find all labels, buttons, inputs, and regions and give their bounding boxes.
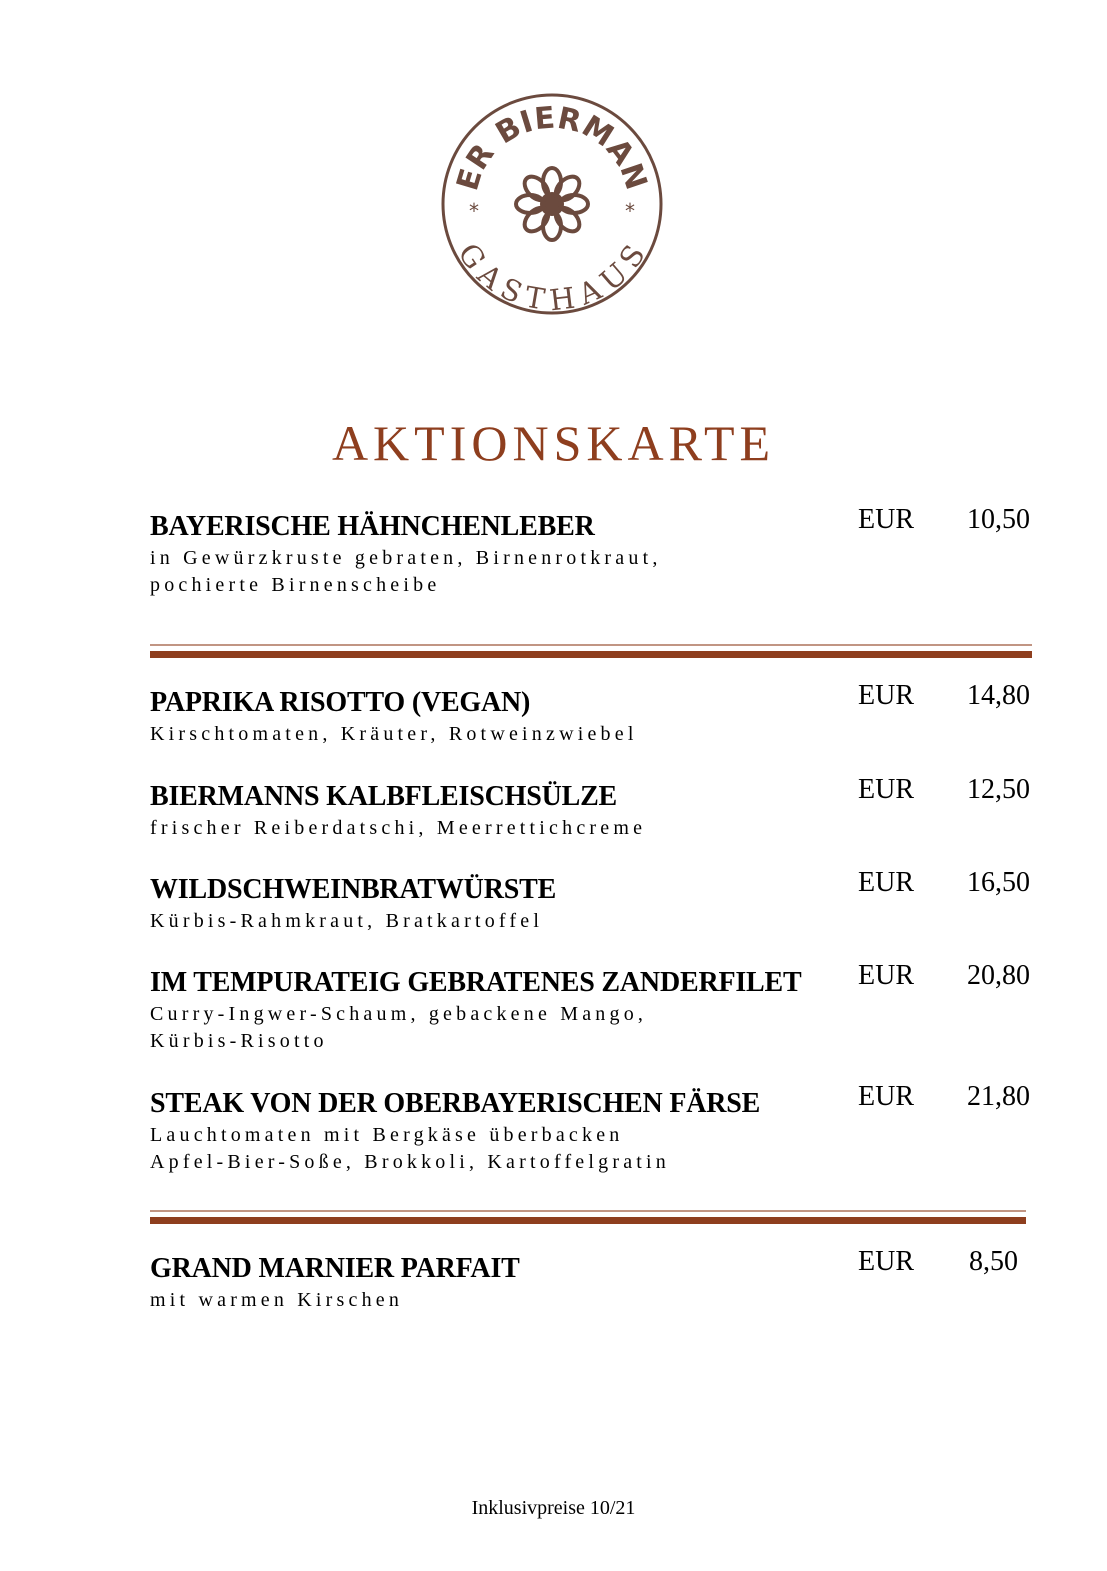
- item-name: IM TEMPURATEIG GEBRATENES ZANDERFILET: [150, 967, 802, 998]
- item-desc-line: pochierte Birnenscheibe: [150, 574, 441, 596]
- item-currency: EUR: [858, 504, 914, 535]
- logo-top-text: ER BIERMAN: [450, 100, 654, 195]
- logo-seal: [440, 92, 664, 316]
- item-desc-line: in Gewürzkruste gebraten, Birnenrotkraut,: [150, 547, 662, 569]
- logo-ornament-left: *: [469, 199, 479, 223]
- divider-thick-line: [150, 1217, 1026, 1224]
- item-price: 12,50: [967, 774, 1030, 805]
- item-desc-line: Kirschtomaten, Kräuter, Rotweinzwiebel: [150, 723, 638, 745]
- item-price: 10,50: [967, 504, 1030, 535]
- item-currency: EUR: [858, 680, 914, 711]
- item-desc-line: frischer Reiberdatschi, Meerrettichcreme: [150, 817, 647, 839]
- item-description: [150, 545, 1050, 599]
- item-price: 14,80: [967, 680, 1030, 711]
- item-currency: EUR: [858, 1081, 914, 1112]
- menu-item: [150, 774, 1050, 842]
- logo-bottom-text: GASTHAUS: [451, 237, 653, 316]
- item-currency: EUR: [858, 960, 914, 991]
- rosette-petal: [543, 212, 561, 240]
- menu-item: [150, 680, 1050, 748]
- svg-text:DER BIERMANN: [440, 92, 654, 195]
- item-name: BAYERISCHE HÄHNCHENLEBER: [150, 511, 595, 542]
- logo-ornament-right: *: [625, 199, 635, 223]
- svg-text:GASTHAUS: [451, 237, 652, 316]
- item-price: 20,80: [967, 960, 1030, 991]
- rosette-petal: [560, 195, 588, 213]
- item-description: [150, 908, 1050, 935]
- item-price: 8,50: [969, 1246, 1018, 1277]
- page-title: AKTIONSKARTE: [331, 415, 776, 471]
- item-description: [150, 721, 1050, 748]
- item-currency: EUR: [858, 1246, 914, 1277]
- item-desc-line: mit warmen Kirschen: [150, 1289, 404, 1311]
- divider-thin-line: [150, 1210, 1026, 1212]
- item-desc-line: Curry-Ingwer-Schaum, gebackene Mango,: [150, 1003, 648, 1025]
- section-divider: [150, 644, 1032, 658]
- item-name: WILDSCHWEINBRATWÜRSTE: [150, 874, 557, 905]
- item-name: PAPRIKA RISOTTO (VEGAN): [150, 687, 531, 718]
- item-description: [150, 1122, 1050, 1176]
- price-footnote: Inklusivpreise 10/21: [471, 1497, 636, 1519]
- item-desc-line: Kürbis-Risotto: [150, 1030, 328, 1052]
- item-desc-line: Lauchtomaten mit Bergkäse überbacken: [150, 1124, 624, 1146]
- item-currency: EUR: [858, 867, 914, 898]
- section-divider: [150, 1210, 1026, 1224]
- beer-mug-rosette-icon: [516, 168, 588, 240]
- menu-item: [150, 867, 1050, 935]
- item-name: BIERMANNS KALBFLEISCHSÜLZE: [150, 781, 618, 812]
- item-name: STEAK VON DER OBERBAYERISCHEN FÄRSE: [150, 1088, 761, 1119]
- divider-thick-line: [150, 651, 1032, 658]
- item-desc-line: Kürbis-Rahmkraut, Bratkartoffel: [150, 910, 544, 932]
- menu-item: [150, 960, 1050, 1055]
- gasthaus-logo: [440, 92, 664, 316]
- rosette-petal: [516, 195, 544, 213]
- item-price: 16,50: [967, 867, 1030, 898]
- divider-thin-line: [150, 644, 1032, 646]
- item-price: 21,80: [967, 1081, 1030, 1112]
- menu-item: [150, 504, 1050, 599]
- item-desc-line: Apfel-Bier-Soße, Brokkoli, Kartoffelgratin: [150, 1151, 670, 1173]
- item-name: GRAND MARNIER PARFAIT: [150, 1253, 520, 1284]
- rosette-petal: [543, 168, 561, 196]
- menu-item: [150, 1246, 1050, 1314]
- item-description: [150, 1287, 1050, 1314]
- menu-item: [150, 1081, 1050, 1176]
- item-description: [150, 1001, 1050, 1055]
- item-currency: EUR: [858, 774, 914, 805]
- item-description: [150, 815, 1050, 842]
